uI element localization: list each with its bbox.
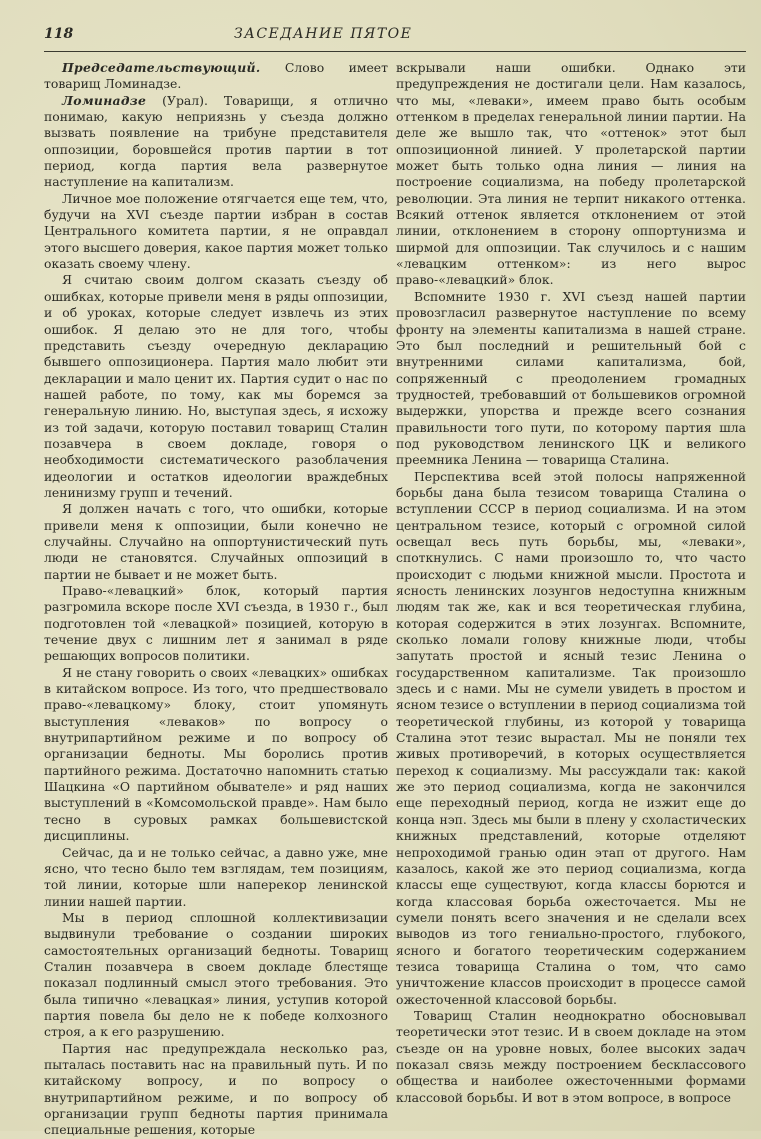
paragraph — [44, 93, 388, 191]
paragraph: Сейчас, да и не только сейчас, а давно уже, мне ясно, что тесно было тем взглядам, тем позициям, той линии, которые шли наперекор ленинской линии нашей партии. — [44, 844, 388, 909]
text-columns — [44, 60, 746, 1139]
running-title: ЗАСЕДАНИЕ ПЯТОЕ — [234, 26, 413, 42]
paragraph-text: (Урал). Товарищи, я отлично понимаю, какую неприязнь у съезда должно вызвать появление на трибуне представителя оппозиции, боровшейся против партии в тот период, когда партия вела развернутое наступление на капитализм. — [44, 92, 388, 190]
paragraph-text: Слово имеет товарищ Ломинадзе. — [44, 60, 388, 92]
paragraph: Право-«левацкий» блок, который партия разгромила вскоре после XVI съезда, в 1930 г., был подготовлен той «левацкой» позицией, которую в течение двух с лишним лет я занимал в ряде решающих вопросов политики. — [44, 583, 388, 664]
speaker-name: Председательствующий. — [62, 60, 261, 75]
right-column — [396, 60, 746, 1139]
paragraph: Я считаю своим долгом сказать съезду об ошибках, которые привели меня в ряды оппозиции, и об уроках, которые следует извлечь из этих ошибок. Я делаю это не для того, чтобы представить съезду очередную декларацию бывшего оппозиционера. Партия мало любит эти декларации и мало ценит их. Партия судит о нас по нашей работе, по тому, как мы боремся за генеральную линию. Но, выступая здесь, я исхожу из той задачи, которую поставил товарищ Сталин позавчера в своем докладе, говоря о необходимости систематического разоблачения идеологии и остатков идеологии враждебных ленинизму групп и течений. — [44, 272, 388, 500]
left-column — [44, 60, 388, 1139]
paragraph: Товарищ Сталин неоднократно обосновывал теоретически этот тезис. И в своем докладе на этом съезде он на уровне новых, более высоких задач показал связь между построением бесклассового общества и наиболее ожесточенными формами классовой борьбы. И вот в этом вопросе, в вопросе — [396, 1007, 746, 1105]
paragraph: Я не стану говорить о своих «левацких» ошибках в китайском вопросе. Из того, что предшествовало право-«левацкому» блоку, стоит упомянуть выступления «леваков» по вопросу о внутрипартийном режиме и по вопросу об организации бедноты. Мы боролись против партийного режима. Достаточно напомнить статью Шацкина «О партийном обывателе» и ряд наших выступлений в «Комсомольской правде». Нам было тесно в суровых рамках большевистской дисциплины. — [44, 664, 388, 844]
paragraph: Перспектива всей этой полосы напряженной борьбы дана была тезисом товарища Сталина о вступлении СССР в период социализма. И на этом центральном тезисе, который с огромной силой освещал весь путь борьбы, мы, «леваки», споткнулись. С нами произошло то, что часто происходит с людьми книжной мысли. Простота и ясность ленинских лозунгов недоступна книжным людям так же, как и вся теоретическая глубина, которая содержится в этих лозунгах. Вспомните, сколько ломали голову книжные люди, чтобы запутать простой и ясный тезис Ленина о государственном капитализме. Так произошло здесь и с нами. Мы не сумели увидеть в простом и ясном тезисе о вступлении в период социализма той теоретической глубины, из которой у товарища Сталина этот тезис вырастал. Мы не поняли тех живых противоречий, в которых осуществляется переход к социализму. Мы рассуждали так: какой же это период социализма, когда не закончился еще переходный период, когда не изжит еще до конца нэп. Здесь мы были в плену у схоластических книжных представлений, которые отделяют непроходимой гранью один этап от другого. Нам казалось, какой же это период социализма, когда классы еще существуют, когда классы борются и когда классовая борьба ожесточается. Мы не сумели понять всего значения и не сделали всех выводов из того гениально-простого, глубокого, ясного и богатого теоретическим содержанием тезиса товарища Сталина о том, что само уничтожение классов происходит в процессе самой ожесточенной классовой борьбы. — [396, 468, 746, 1007]
paragraph: Вспомните 1930 г. XVI съезд нашей партии провозгласил развернутое наступление по всему фронту на элементы капитализма в нашей стране. Это был последний и решительный бой с внутренними силами капитализма, бой, сопряженный с преодолением громадных трудностей, требовавший от большевиков огромной выдержки, упорства и прежде всего сознания правильности того пути, по которому партия шла под руководством ленинского ЦК и великого преемника Ленина — товарища Сталина. — [396, 288, 746, 468]
document-page — [44, 26, 746, 1139]
page-number: 118 — [44, 26, 74, 42]
paragraph: Мы в период сплошной коллективизации выдвинули требование о создании широких самостоятельных организаций бедноты. Товарищ Сталин позавчера в своем докладе блестяще показал подлинный смысл этого требования. Это была типично «левацкая» линия, уступив которой партия повела бы дело не к победе колхозного строя, а к его разрушению. — [44, 909, 388, 1040]
speaker-name: Ломинадзе — [62, 92, 147, 108]
page-header — [44, 26, 746, 52]
paragraph: Я должен начать с того, что ошибки, которые привели меня к оппозиции, были конечно не случайны. Случайно на оппортунистический путь люди не становятся. Случайных оппозиций в партии не бывает и не может быть. — [44, 501, 388, 582]
paragraph — [44, 60, 388, 93]
paragraph: Личное мое положение отягчается еще тем, что, будучи на XVI съезде партии избран в состав Центрального комитета партии, я не оправдал этого высшего доверия, какое партия может только оказать своему члену. — [44, 190, 388, 272]
paragraph: Партия нас предупреждала несколько раз, пыталась поставить нас на правильный путь. И по китайскому вопросу, и по вопросу о внутрипартийном режиме, и по вопросу об организации групп бедноты партия принимала специальные решения, которые — [44, 1040, 388, 1138]
paragraph-continuation: вскрывали наши ошибки. Однако эти предупреждения не достигали цели. Нам казалось, что мы, «леваки», имеем право быть особым оттенком в пределах генеральной линии партии. На деле же вышло так, что «оттенок» этот был оппозиционной линией. У пролетарской партии может быть только одна линия — линия на построение социализма, на победу пролетарской революции. Эта линия не терпит никакого оттенка. Всякий оттенок является отклонением от этой линии, отклонением в сторону оппортунизма и ширмой для оппозиции. Так случилось и с нашим «левацким оттенком»: из него вырос право-«левацкий» блок. — [396, 60, 746, 288]
